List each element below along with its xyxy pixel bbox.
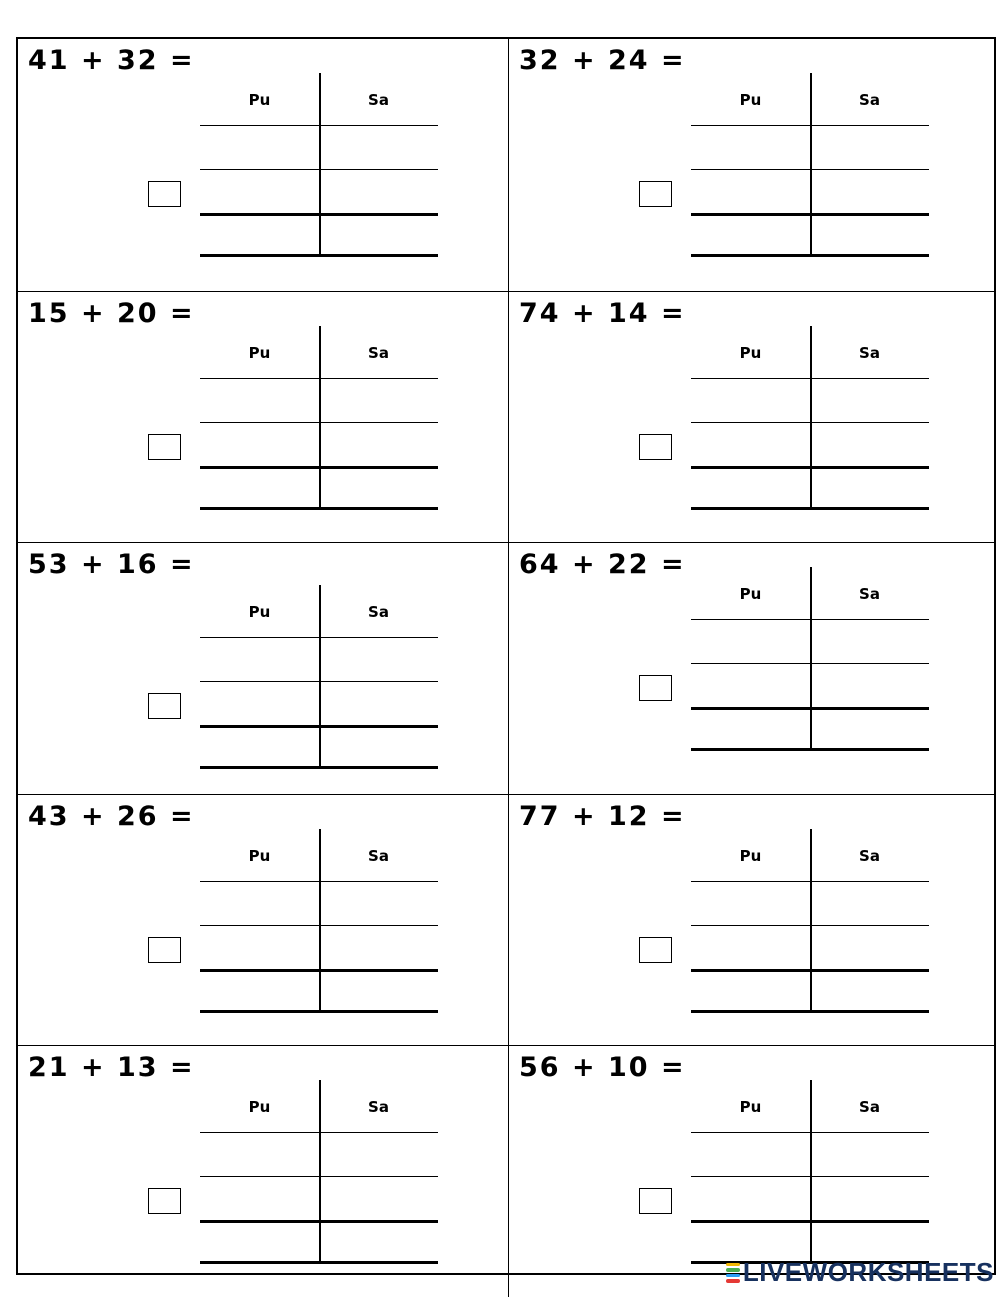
tens-answer-field[interactable] [693, 1223, 808, 1261]
row-line [200, 1176, 438, 1177]
bottom-line [200, 1261, 438, 1264]
logo-stripe [726, 1279, 740, 1283]
row-line [691, 1176, 929, 1177]
logo-text: LIVEWORKSHEETS [742, 1257, 994, 1287]
logo-stripe [726, 1263, 740, 1267]
tens-column-header: Pu [248, 846, 271, 865]
tens-answer-field[interactable] [202, 972, 317, 1010]
problem-equation: 64 + 22 = [519, 549, 686, 581]
problem-equation: 32 + 24 = [519, 45, 686, 76]
row-line [200, 378, 438, 379]
carry-answer-box[interactable] [639, 434, 672, 460]
carry-answer-box[interactable] [148, 693, 181, 719]
ones-answer-field[interactable] [812, 710, 927, 748]
ones-column-header: Sa [859, 1098, 880, 1117]
bottom-line [691, 1010, 929, 1013]
ones-column-header: Sa [368, 603, 389, 622]
bottom-line [691, 748, 929, 751]
row-line [691, 619, 929, 620]
bottom-line [691, 254, 929, 257]
carry-answer-box[interactable] [639, 937, 672, 963]
bottom-line [200, 507, 438, 510]
ones-answer-field[interactable] [321, 1223, 436, 1261]
logo-stripe [726, 1268, 740, 1272]
problem-cell [508, 542, 994, 794]
problem-cell [18, 794, 508, 1046]
tens-answer-field[interactable] [693, 972, 808, 1010]
carry-answer-box[interactable] [639, 181, 672, 207]
ones-answer-field[interactable] [812, 1223, 927, 1261]
carry-answer-box[interactable] [148, 937, 181, 963]
row-line [691, 881, 929, 882]
tens-column-header: Pu [739, 585, 762, 604]
ones-answer-field[interactable] [321, 216, 436, 254]
tens-column-header: Pu [739, 343, 762, 362]
row-line [691, 663, 929, 664]
problem-cell [18, 542, 508, 794]
ones-answer-field[interactable] [812, 972, 927, 1010]
row-line [691, 378, 929, 379]
worksheet-grid [16, 37, 996, 1275]
ones-column-header: Sa [368, 846, 389, 865]
bottom-line [691, 507, 929, 510]
problem-equation: 53 + 16 = [28, 549, 195, 581]
bottom-line [200, 254, 438, 257]
tens-column-header: Pu [739, 846, 762, 865]
ones-column-header: Sa [368, 343, 389, 362]
tens-answer-field[interactable] [202, 1223, 317, 1261]
ones-column-header: Sa [368, 91, 389, 109]
problem-cell [508, 291, 994, 543]
liveworksheets-logo [726, 1257, 994, 1288]
ones-column-header: Sa [859, 585, 880, 604]
tens-answer-field[interactable] [202, 728, 317, 766]
ones-column-header: Sa [368, 1098, 389, 1117]
carry-answer-box[interactable] [148, 181, 181, 207]
ones-answer-field[interactable] [812, 469, 927, 507]
row-line [691, 422, 929, 423]
ones-column-header: Sa [859, 343, 880, 362]
problem-equation: 74 + 14 = [519, 297, 686, 329]
row-line [200, 422, 438, 423]
carry-answer-box[interactable] [148, 434, 181, 460]
logo-stripe [726, 1274, 740, 1278]
row-line [691, 1132, 929, 1133]
problem-cell [18, 1045, 508, 1297]
tens-column-header: Pu [739, 91, 762, 109]
tens-answer-field[interactable] [202, 216, 317, 254]
problem-cell [18, 39, 508, 291]
row-line [691, 125, 929, 126]
row-line [200, 881, 438, 882]
problem-equation: 21 + 13 = [28, 1052, 195, 1084]
carry-answer-box[interactable] [148, 1188, 181, 1214]
ones-column-header: Sa [859, 91, 880, 109]
tens-column-header: Pu [248, 1098, 271, 1117]
problem-equation: 41 + 32 = [28, 45, 195, 76]
tens-column-header: Pu [248, 603, 271, 622]
problem-cell [508, 39, 994, 291]
row-line [200, 637, 438, 638]
logo-icon [726, 1262, 740, 1284]
row-line [200, 1132, 438, 1133]
tens-answer-field[interactable] [693, 469, 808, 507]
ones-answer-field[interactable] [321, 728, 436, 766]
tens-answer-field[interactable] [693, 710, 808, 748]
problem-cell [508, 794, 994, 1046]
ones-answer-field[interactable] [812, 216, 927, 254]
row-line [200, 681, 438, 682]
bottom-line [200, 1010, 438, 1013]
problem-equation: 15 + 20 = [28, 297, 195, 329]
tens-answer-field[interactable] [693, 216, 808, 254]
tens-column-header: Pu [739, 1098, 762, 1117]
ones-column-header: Sa [859, 846, 880, 865]
problem-equation: 56 + 10 = [519, 1052, 686, 1084]
row-line [200, 125, 438, 126]
row-line [200, 169, 438, 170]
ones-answer-field[interactable] [321, 469, 436, 507]
problem-cell [18, 291, 508, 543]
tens-column-header: Pu [248, 91, 271, 109]
tens-column-header: Pu [248, 343, 271, 362]
problem-equation: 43 + 26 = [28, 800, 195, 832]
problem-equation: 77 + 12 = [519, 800, 686, 832]
row-line [691, 169, 929, 170]
row-line [200, 925, 438, 926]
carry-answer-box[interactable] [639, 1188, 672, 1214]
row-line [691, 925, 929, 926]
tens-answer-field[interactable] [202, 469, 317, 507]
ones-answer-field[interactable] [321, 972, 436, 1010]
carry-answer-box[interactable] [639, 675, 672, 701]
bottom-line [200, 766, 438, 769]
